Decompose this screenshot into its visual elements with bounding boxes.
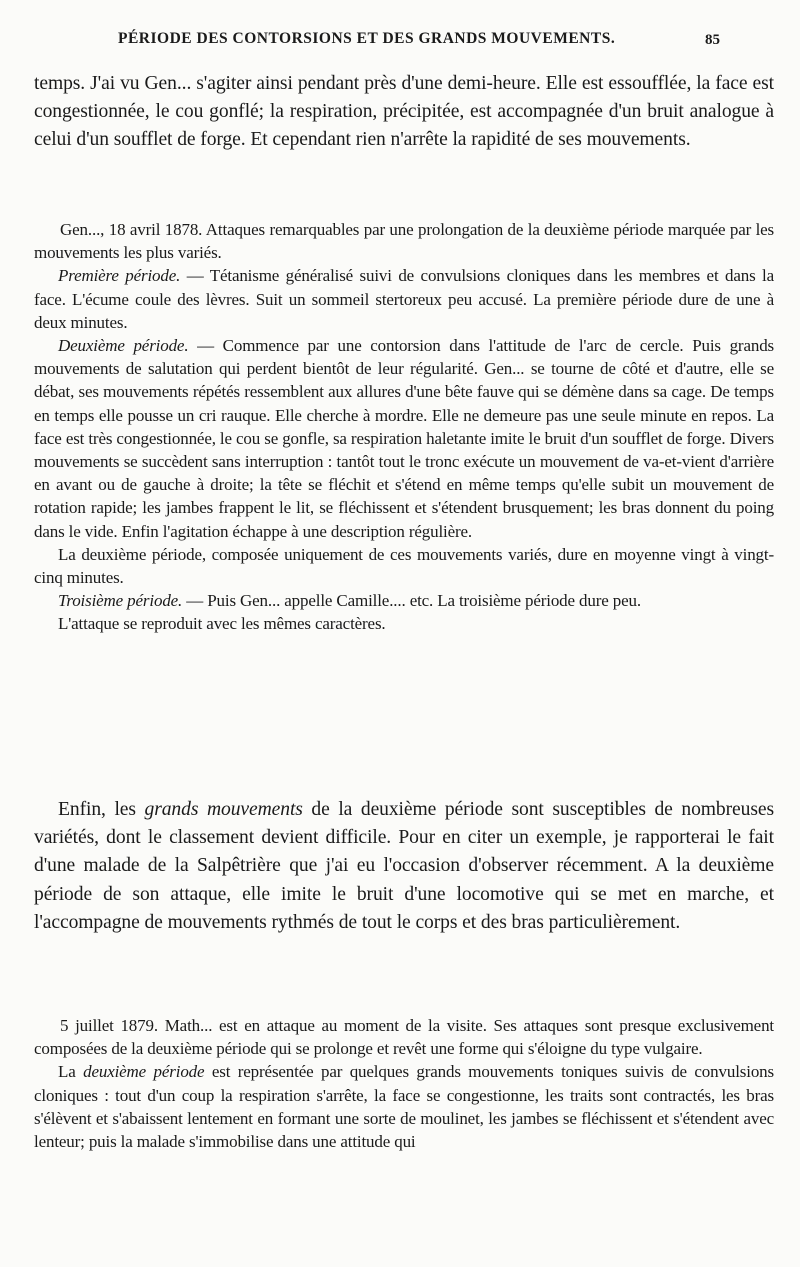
third-period-text: — Puis Gen... appelle Camille.... etc. La troisième période dure peu. — [182, 591, 641, 611]
case-report-math — [34, 1014, 774, 1153]
running-head: PÉRIODE DES CONTORSIONS ET DES GRANDS MOUVEMENTS. — [118, 30, 616, 47]
text-span: La — [58, 1062, 84, 1082]
first-period-text: — Tétanisme généralisé suivi de convulsions cloniques dans les membres et dans la face. L'écume coule des lèvres. Suit un sommeil stertoreux peu accusé. La première période dure de une à deux minutes. — [34, 266, 774, 332]
page-header — [118, 30, 720, 52]
first-period-paragraph — [34, 264, 774, 334]
case-report-gen — [34, 218, 774, 636]
attack-repeat-paragraph: L'attaque se reproduit avec les mêmes caractères. — [58, 614, 386, 634]
emphasis-deuxieme-periode: deuxième période — [83, 1062, 205, 1082]
second-period-duration: La deuxième période, composée uniquement de ces mouvements variés, dure en moyenne vingt à vingt-cinq minutes. — [34, 544, 774, 588]
third-period-label: Troisième période. — [58, 591, 183, 611]
case-intro: 5 juillet 1879. Math... est en attaque au moment de la visite. Ses attaques sont presque exclusivement composées de la deuxième période qui se prolonge et revêt une forme qui s'éloigne du type vulgaire. — [34, 1016, 774, 1059]
case-intro: Gen..., 18 avril 1878. Attaques remarquables par une prolongation de la deuxième période marquée par les mouvements les plus variés. — [34, 220, 774, 263]
second-period-paragraph — [34, 334, 774, 543]
paragraph-continuation — [34, 70, 774, 155]
page-number: 85 — [705, 32, 720, 48]
body-paragraph — [34, 796, 774, 937]
second-period-text: — Commence par une contorsion dans l'attitude de l'arc de cercle. Puis grands mouvements de salutation qui perdent bientôt de leur régularité. Gen... se tourne de côté et d'autre, elle se débat, ses mouvements répétés ressemblent aux allures d'une bête fauve qui se démène dans sa cage. De temps en temps elle pousse un cri rauque. Elle cherche à mordre. Elle ne demeure pas une seule minute en repos. La face est très congestionnée, le cou se gonfle, sa respiration haletante imite le bruit d'un soufflet de forge. Divers mouvements se succèdent sans interruption : tantôt tout le tronc exécute un mouvement de va-et-vient d'arrière en avant ou de gauche à droite; la tête se fléchit et s'étend en même temps qu'elle subit un mouvement de rotation rapide; les jambes frappent le lit, se fléchissent et s'étendent brusquement; les bras donnent du poing dans le vide. Enfin l'agitation échappe à une description régulière. — [34, 336, 775, 541]
third-period-paragraph — [34, 589, 774, 612]
text-span: est représentée par quelques grands mouvements toniques suivis de convulsions cloniques : tout d'un coup la respiration s'arrête, la face se congestionne, les traits sont contractés, les bras s'élèvent et s'abaissent lentement en formant une sorte de moulinet, les jambes se fléchissent et s'étendent avec lenteur; puis la malade s'immobilise dans une attitude qui — [34, 1062, 774, 1152]
second-period-paragraph — [34, 1060, 774, 1153]
second-period-label: Deuxième période. — [58, 336, 189, 356]
body-paragraph: temps. J'ai vu Gen... s'agiter ainsi pendant près d'une demi-heure. Elle est essoufflée, la face est congestionnée, le cou gonflé; la respiration, précipitée, est accompagnée d'un bruit analogue à celui d'un soufflet de forge. Et cependant rien n'arrête la rapidité de ses mouvements. — [34, 73, 774, 151]
main-text-grands-mouvements — [34, 796, 774, 937]
emphasis-grands-mouvements: grands mouvements — [144, 799, 303, 820]
first-period-label: Première période. — [58, 266, 181, 286]
text-span: Enfin, les — [58, 799, 145, 820]
text-span: de la deuxième période sont susceptibles de nombreuses variétés, dont le classement devient difficile. Pour en citer un exemple, je rapporterai le fait d'une malade de la Salpêtrière que j'ai eu l'occasion d'observer récemment. A la deuxième période de son attaque, elle imite le bruit d'une locomotive qui se met en marche, et l'accompagne de mouvements rythmés de tout le corps et des bras particulièrement. — [34, 799, 774, 933]
